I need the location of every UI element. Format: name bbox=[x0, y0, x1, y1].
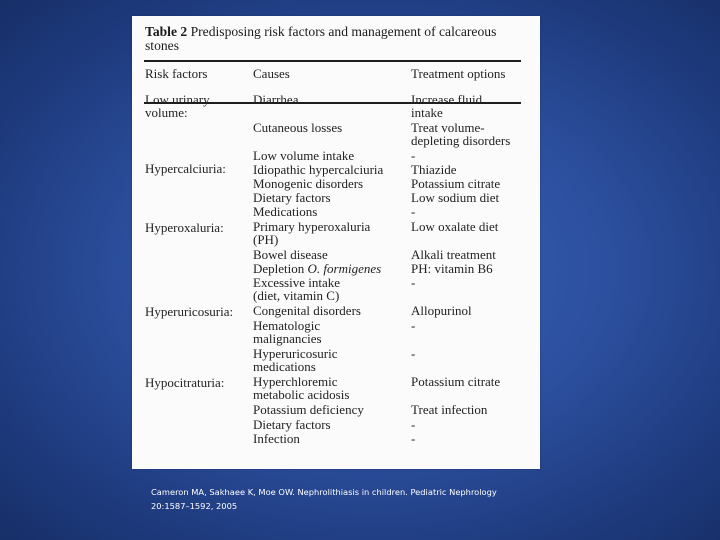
cause: Hyperuricosuric medications bbox=[253, 346, 338, 374]
treatment-option: Increase fluid intake bbox=[411, 92, 483, 120]
cause: Primary hyperoxaluria (PH) bbox=[253, 219, 371, 247]
header-treatment-options: Treatment options bbox=[411, 66, 506, 81]
risk-factor: Hypercalciuria: bbox=[145, 161, 226, 176]
cause: Excessive intake (diet, vitamin C) bbox=[253, 275, 340, 303]
cause: Diarrhea bbox=[253, 92, 299, 107]
treatment-option: - bbox=[411, 417, 416, 432]
cause: Potassium deficiency bbox=[253, 402, 364, 417]
cause: Bowel disease bbox=[253, 247, 328, 262]
treatment-option: - bbox=[411, 318, 416, 333]
table-caption-label: Table 2 bbox=[145, 24, 188, 39]
cause: Monogenic disorders bbox=[253, 176, 364, 191]
cause: Cutaneous losses bbox=[253, 120, 343, 135]
cause: Congenital disorders bbox=[253, 303, 361, 318]
treatment-option: PH: vitamin B6 bbox=[411, 261, 493, 276]
treatment-option: - bbox=[411, 346, 416, 361]
treatment-option: Treat infection bbox=[411, 402, 488, 417]
treatment-option: - bbox=[411, 431, 416, 446]
header-risk-factors: Risk factors bbox=[145, 66, 208, 81]
cause: Idiopathic hypercalciuria bbox=[253, 162, 384, 177]
table-caption bbox=[145, 25, 527, 53]
cause: Hematologic malignancies bbox=[253, 318, 322, 346]
risk-factor: Hypocitraturia: bbox=[145, 375, 225, 390]
citation: Cameron MA, Sakhaee K, Moe OW. Nephrolithiasis in children. Pediatric Nephrology 20:1587–1592, 2005 bbox=[151, 487, 497, 511]
cause-depletion-text: Depletion bbox=[253, 261, 308, 276]
treatment-option: Low sodium diet bbox=[411, 190, 500, 205]
treatment-option: Alkali treatment bbox=[411, 247, 496, 262]
cause: Low volume intake bbox=[253, 148, 355, 163]
table-caption-text: Predisposing risk factors and management of calcareous stones bbox=[145, 24, 497, 53]
risk-factor: Hyperoxaluria: bbox=[145, 220, 224, 235]
risk-factor: Hyperuricosuria: bbox=[145, 304, 234, 319]
treatment-option: Low oxalate diet bbox=[411, 219, 499, 234]
treatment-option: Allopurinol bbox=[411, 303, 472, 318]
table-top-rule bbox=[144, 60, 521, 62]
treatment-option: Potassium citrate bbox=[411, 374, 501, 389]
treatment-option: - bbox=[411, 204, 416, 219]
cause: Dietary factors bbox=[253, 190, 331, 205]
treatment-option: - bbox=[411, 148, 416, 163]
cause: Infection bbox=[253, 431, 300, 446]
cause: Hyperchloremic metabolic acidosis bbox=[253, 374, 350, 402]
header-causes: Causes bbox=[253, 66, 290, 81]
cause-organism-name: O. formigenes bbox=[307, 261, 382, 276]
treatment-option: Potassium citrate bbox=[411, 176, 501, 191]
treatment-option: Thiazide bbox=[411, 162, 457, 177]
cause: Medications bbox=[253, 204, 318, 219]
risk-factor: Low urinary volume: bbox=[145, 92, 210, 120]
treatment-option: - bbox=[411, 275, 416, 290]
cause: Dietary factors bbox=[253, 417, 331, 432]
cause bbox=[253, 262, 409, 275]
treatment-option: Treat volume- depleting disorders bbox=[411, 120, 511, 148]
table-image bbox=[132, 16, 540, 469]
